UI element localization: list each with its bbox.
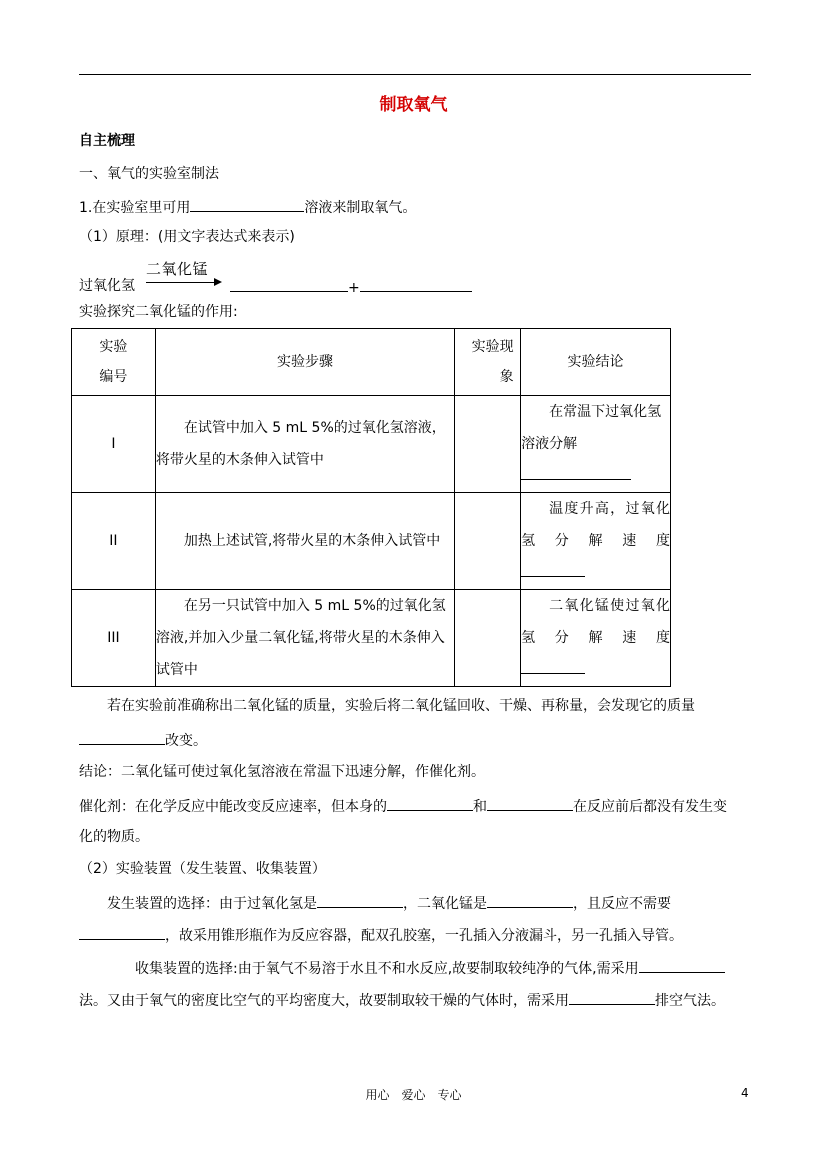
collection-line: 收集装置的选择:由于氧气不易溶于水且不和水反应,故要制取较纯净的气体,需采用 [135, 958, 725, 978]
q1-prefix: 1.在实验室里可用 [79, 200, 191, 216]
principle-line: （1）原理：(用文字表达式来表示) [79, 229, 295, 245]
page-title: 制取氧气 [379, 95, 448, 115]
row-conclusion: 在常温下过氧化氢溶液分解 [521, 396, 671, 493]
table-row [72, 493, 671, 590]
question-1 [79, 197, 416, 217]
equation-line [79, 277, 135, 295]
page-number: 4 [741, 1086, 749, 1100]
conclusion-blank [521, 659, 585, 674]
header-phenomenon: 实验现象 [455, 329, 521, 396]
collection-line2: 法。又由于氧气的密度比空气的平均密度大，故要制取较干燥的气体时，需采用 排空气法。 [79, 990, 725, 1010]
row-id: II [72, 493, 156, 590]
header-conclusion: 实验结论 [521, 329, 671, 396]
row-id: I [72, 396, 156, 493]
header-id: 实验编号 [72, 329, 156, 396]
part1-heading: 一、氧气的实验室制法 [79, 166, 219, 182]
table-header-row [72, 329, 671, 396]
row-conclusion: 二氧化锰使过氧化氢分解速度 [521, 590, 671, 687]
equation-reactant: 过氧化氢 [79, 278, 135, 294]
equation-plus: + [348, 280, 360, 296]
mass-note-suffix: 改变。 [165, 733, 207, 749]
q1-blank [190, 197, 304, 212]
generation-line: 发生装置的选择：由于过氧化氢是 ，二氧化锰是 ，且反应不需要 [107, 893, 671, 913]
explore-heading: 实验探究二氧化锰的作用: [79, 304, 238, 320]
q1-suffix: 溶液来制取氧气。 [304, 200, 417, 216]
conclusion-line: 结论：二氧化锰可使过氧化氢溶液在常温下迅速分解，作催化剂。 [79, 764, 485, 780]
row-step: 在试管中加入 5 mL 5%的过氧化氢溶液，将带火星的木条伸入试管中 [155, 396, 454, 493]
row-conclusion: 温度升高，过氧化氢分解速度 [521, 493, 671, 590]
mass-blank [79, 730, 165, 745]
experiment-table [71, 328, 671, 687]
arrow-shaft [146, 282, 216, 283]
product-blank-2 [360, 277, 472, 292]
mass-note: 若在实验前准确称出二氧化锰的质量，实验后将二氧化锰回收、干燥、再称量，会发现它的质量 [107, 698, 695, 714]
conclusion-blank [521, 562, 585, 577]
row-id: III [72, 590, 156, 687]
equation-products [230, 277, 472, 297]
row-step: 加热上述试管,将带火星的木条伸入试管中 [155, 493, 454, 590]
table-row [72, 396, 671, 493]
section-heading: 自主梳理 [79, 133, 135, 149]
header-rule [79, 74, 751, 75]
catalyst-label: 二氧化锰 [146, 260, 209, 278]
row-phenomenon [455, 493, 521, 590]
page-footer: 用心 爱心 专心 [365, 1088, 462, 1102]
row-phenomenon [455, 590, 521, 687]
catalyst-blank-2 [487, 796, 573, 811]
mass-note-line2 [79, 730, 207, 750]
catalyst-definition: 催化剂：在化学反应中能改变反应速率，但本身的 和 在反应前后都没有发生变 [79, 796, 727, 816]
generation-blank-2 [487, 893, 573, 908]
arrow-head-icon [214, 278, 222, 286]
row-step: 在另一只试管中加入 5 mL 5%的过氧化氢溶液,并加入少量二氧化锰,将带火星的木条伸入试管中 [155, 590, 454, 687]
row-phenomenon [455, 396, 521, 493]
table-row [72, 590, 671, 687]
generation-blank-1 [317, 893, 403, 908]
collection-blank-2 [569, 990, 655, 1005]
collection-blank-1 [639, 958, 725, 973]
generation-blank-3 [79, 925, 165, 940]
generation-line2: ，故采用锥形瓶作为反应容器，配双孔胶塞，一孔插入分液漏斗，另一孔插入导管。 [79, 925, 683, 945]
apparatus-heading: （2）实验装置（发生装置、收集装置） [79, 861, 326, 877]
header-steps: 实验步骤 [155, 329, 454, 396]
catalyst-arrow [146, 258, 222, 292]
product-blank-1 [230, 277, 348, 292]
catalyst-blank-1 [387, 796, 473, 811]
conclusion-blank [521, 465, 631, 480]
catalyst-definition-line2: 化的物质。 [79, 829, 149, 845]
